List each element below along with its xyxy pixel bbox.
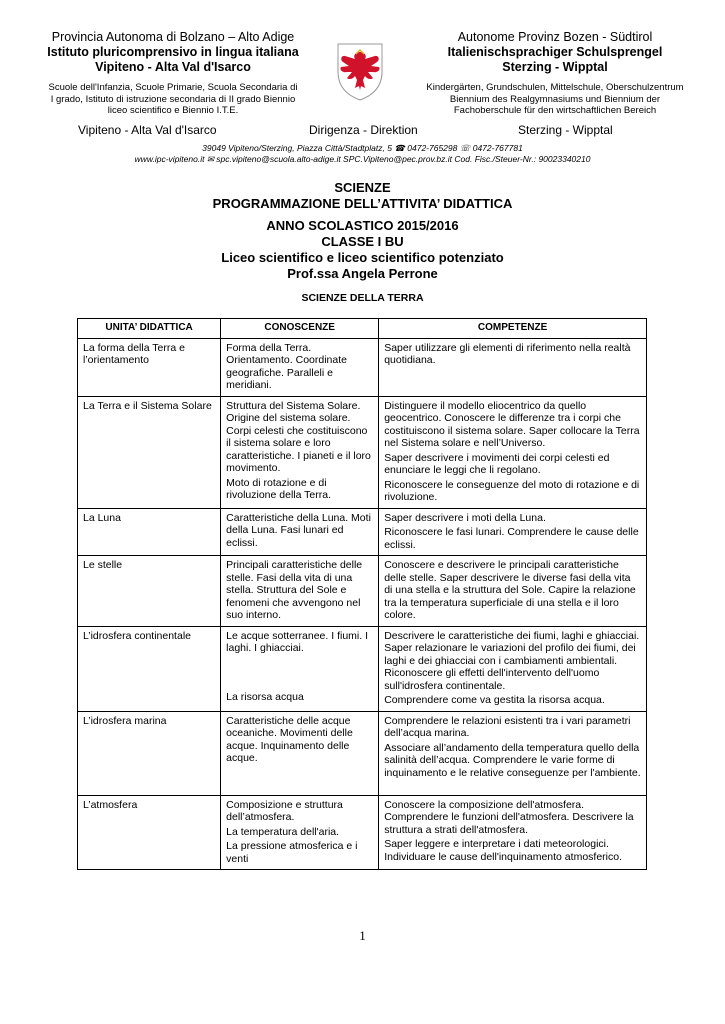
competence-text: Saper utilizzare gli elementi di riferimento nella realtà quotidiana.	[384, 341, 631, 366]
unit-cell: La forma della Terra e l’orientamento	[78, 338, 221, 396]
knowledge-cell	[221, 626, 379, 711]
table-row	[78, 795, 647, 870]
header-right	[410, 30, 700, 117]
header-left-small3: liceo scientifico e Biennio I.T.E.	[107, 105, 239, 116]
row3-right: Sterzing - Wipptal	[518, 123, 613, 137]
header-right-small2: Biennium des Realgymnasiums und Biennium der	[449, 93, 661, 105]
header-right-line2: Italienischsprachiger Schulsprengel	[447, 45, 663, 59]
table-row	[78, 396, 647, 508]
knowledge-text: Moto di rotazione e di rivoluzione della Terra.	[226, 476, 332, 501]
header-right-small1: Kindergärten, Grundschulen, Mittelschule, Oberschulzentrum	[426, 82, 684, 93]
knowledge-cell	[221, 795, 379, 870]
address-line1: 39049 Vipiteno/Sterzing, Piazza Città/Stadtplatz, 5 ☎ 0472-765298 ☏ 0472-767781	[202, 143, 523, 153]
knowledge-text: Forma della Terra. Orientamento. Coordinate geografiche. Paralleli e meridiani.	[226, 341, 347, 391]
header-left-small1: Scuole dell'Infanzia, Scuole Primarie, Scuola Secondaria di	[48, 82, 298, 93]
header-left-small2: I grado, Istituto di istruzione secondaria di II grado Biennio	[50, 93, 296, 105]
header-knowledge: CONOSCENZE	[221, 319, 379, 339]
competence-text: Riconoscere le conseguenze del moto di rotazione e di rivoluzione.	[384, 478, 640, 503]
competence-cell	[379, 556, 647, 627]
competence-cell	[379, 396, 647, 508]
competence-text: Conoscere la composizione dell'atmosfera. Comprendere le funzioni dell'atmosfera. Descrivere la struttura a strati dell'atmosfera.	[384, 798, 634, 836]
table-row	[78, 556, 647, 627]
table-row	[78, 626, 647, 711]
knowledge-cell	[221, 556, 379, 627]
competence-cell	[379, 626, 647, 711]
unit-cell: L’idrosfera marina	[78, 711, 221, 795]
competence-text: Distinguere il modello eliocentrico da quello geocentrico. Conoscere le differenze tra i corpi che costituiscono il sistema solare. Saper collocare la Terra nel Sistema solare e nell’Universo.	[384, 399, 640, 449]
unit-cell: La Terra e il Sistema Solare	[78, 396, 221, 508]
knowledge-text: Composizione e struttura dell’atmosfera.	[226, 798, 343, 823]
competence-text: Comprendere come va gestita la risorsa acqua.	[384, 694, 605, 706]
title-teacher: Prof.ssa Angela Perrone	[287, 266, 438, 281]
section-title: SCIENZE DELLA TERRA	[301, 292, 424, 304]
knowledge-text: Le acque sotterranee. I fiumi. I laghi. I ghiacciai.	[226, 629, 368, 654]
unit-cell: Le stelle	[78, 556, 221, 627]
knowledge-text: Caratteristiche della Luna. Moti della Luna. Fasi lunari ed eclissi.	[226, 511, 371, 549]
knowledge-text: La pressione atmosferica e i venti	[226, 840, 358, 865]
header-competences: COMPETENZE	[379, 319, 647, 339]
table-row	[78, 508, 647, 556]
competence-text: Conoscere e descrivere le principali caratteristiche delle stelle. Saper descrivere le diverse fasi della vita di una stella e la struttura del Sole. Capire la relazione tra la temperatura superficiale di una stella e il loro colore.	[384, 559, 636, 621]
header-right-line1: Autonome Provinz Bozen - Südtirol	[457, 30, 653, 44]
header-right-line3: Sterzing - Wipptal	[502, 60, 608, 74]
title-subject: SCIENZE	[334, 180, 391, 195]
title-school-year: ANNO SCOLASTICO 2015/2016	[266, 218, 459, 233]
address-line2: www.ipc-vipiteno.it ✉ spc.vipiteno@scuola.alto-adige.it SPC.Vipiteno@pec.prov.bz.it Cod. Fisc./Steuer-Nr.: 90023340210	[134, 154, 591, 164]
header-left-line3: Vipiteno - Alta Val d'Isarco	[95, 60, 251, 74]
table-row	[78, 338, 647, 396]
competence-text: Descrivere le caratteristiche dei fiumi, laghi e ghiacciai. Saper relazionare le variazioni del profilo dei fiumi, dei laghi e dei ghiacciai con i cambiamenti ambientali. Riconoscere gli effetti dell'intervento dell'uomo sull'idrosfera continentale.	[384, 629, 640, 692]
knowledge-text: La temperatura dell'aria.	[226, 825, 340, 838]
header-left	[28, 30, 318, 117]
competence-cell	[379, 508, 647, 556]
competence-text: Comprendere le relazioni esistenti tra i vari parametri dell’acqua marina.	[384, 714, 631, 739]
coat-of-arms-icon	[335, 42, 385, 102]
competence-text: Saper leggere e interpretare i dati meteorologici. Individuare le cause dell'inquinamento atmosferico.	[384, 838, 622, 863]
title-programming: PROGRAMMAZIONE DELL’ATTIVITA’ DIDATTICA	[212, 196, 513, 211]
competence-text: Riconoscere le fasi lunari. Comprendere le cause delle eclissi.	[384, 526, 639, 551]
knowledge-cell	[221, 338, 379, 396]
title-course: Liceo scientifico e liceo scientifico potenziato	[221, 250, 504, 265]
knowledge-cell	[221, 508, 379, 556]
table-header-row	[78, 319, 647, 339]
title-block-2	[0, 218, 725, 282]
row3-center: Dirigenza - Direktion	[309, 123, 418, 137]
header-left-line2: Istituto pluricomprensivo in lingua italiana	[47, 45, 299, 59]
row3-left: Vipiteno - Alta Val d'Isarco	[78, 123, 217, 137]
title-block	[0, 180, 725, 212]
header-left-line1: Provincia Autonoma di Bolzano – Alto Adige	[51, 30, 295, 44]
knowledge-cell	[221, 396, 379, 508]
header-left-small	[28, 82, 318, 117]
unit-cell: La Luna	[78, 508, 221, 556]
knowledge-text: Caratteristiche delle acque oceaniche. Movimenti delle acque. Inquinamento delle acque.	[226, 714, 353, 764]
unit-cell: L’atmosfera	[78, 795, 221, 870]
unit-cell: L’idrosfera continentale	[78, 626, 221, 711]
header-unit: UNITA’ DIDATTICA	[78, 319, 221, 339]
competence-text: Saper descrivere i moti della Luna.	[384, 511, 546, 524]
knowledge-text: La risorsa acqua	[226, 690, 304, 703]
competence-text: Associare all’andamento della temperatura quello della salinità dell’acqua. Comprendere le varie forme di inquinamento e le relative conseguenze per l'ambiente.	[384, 741, 641, 779]
knowledge-cell	[221, 711, 379, 795]
competence-cell	[379, 711, 647, 795]
page-number: 1	[359, 928, 366, 943]
table-row	[78, 711, 647, 795]
header-right-small3: Fachoberschule für den wirtschaftlichen Bereich	[453, 105, 657, 116]
header-right-small	[410, 82, 700, 117]
knowledge-text: Principali caratteristiche delle stelle. Fasi della vita di una stella. Struttura del Sole e fenomeni che avvengono nel suo interno.	[226, 559, 363, 621]
title-class: CLASSE I BU	[321, 234, 404, 249]
competence-cell	[379, 338, 647, 396]
knowledge-text: Struttura del Sistema Solare. Origine del sistema solare. Corpi celesti che costituiscono il sistema solare e loro caratteristiche. I pianeti e il loro movimento.	[226, 399, 371, 474]
programming-table	[77, 318, 647, 870]
competence-text: Saper descrivere i movimenti dei corpi celesti ed enunciare le leggi che li regolano.	[384, 451, 610, 476]
competence-cell	[379, 795, 647, 870]
